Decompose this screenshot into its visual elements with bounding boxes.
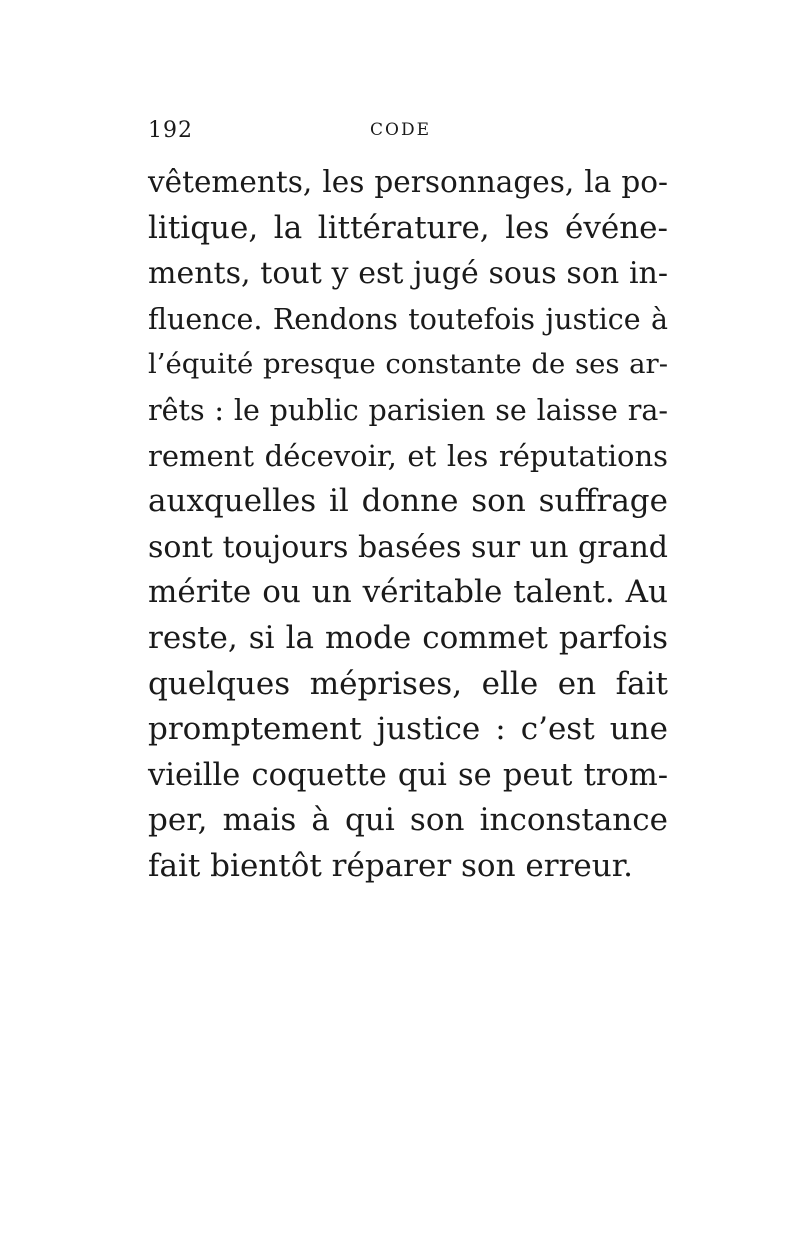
text-line: promptement justice : c’est une	[148, 711, 668, 748]
text-line: rêts : le public parisien se laisse ra-	[148, 393, 668, 427]
running-title: CODE	[370, 120, 431, 140]
text-line: litique, la littérature, les événe-	[148, 209, 668, 246]
running-head	[148, 118, 668, 148]
text-line: sont toujours basées sur un grand	[148, 529, 668, 565]
text-line: reste, si la mode commet parfois	[148, 619, 668, 656]
text-line: vêtements, les personnages, la po-	[148, 165, 668, 199]
text-line: ments, tout y est jugé sous son in-	[148, 256, 668, 292]
text-line: fluence. Rendons toutefois justice à	[148, 302, 668, 336]
text-line: rement décevoir, et les réputations	[148, 438, 668, 473]
body-text	[148, 160, 668, 890]
text-line: auxquelles il donne son suffrage	[148, 483, 668, 520]
text-line: l’équité presque constante de ses ar-	[148, 348, 668, 381]
page-number: 192	[148, 118, 193, 143]
text-line: per, mais à qui son inconstance	[148, 802, 668, 839]
text-line: fait bientôt réparer son erreur.	[148, 847, 633, 884]
text-line: vieille coquette qui se peut trom-	[148, 757, 668, 793]
text-line: mérite ou un véritable talent. Au	[148, 574, 668, 611]
text-line: quelques méprises, elle en fait	[148, 665, 668, 702]
